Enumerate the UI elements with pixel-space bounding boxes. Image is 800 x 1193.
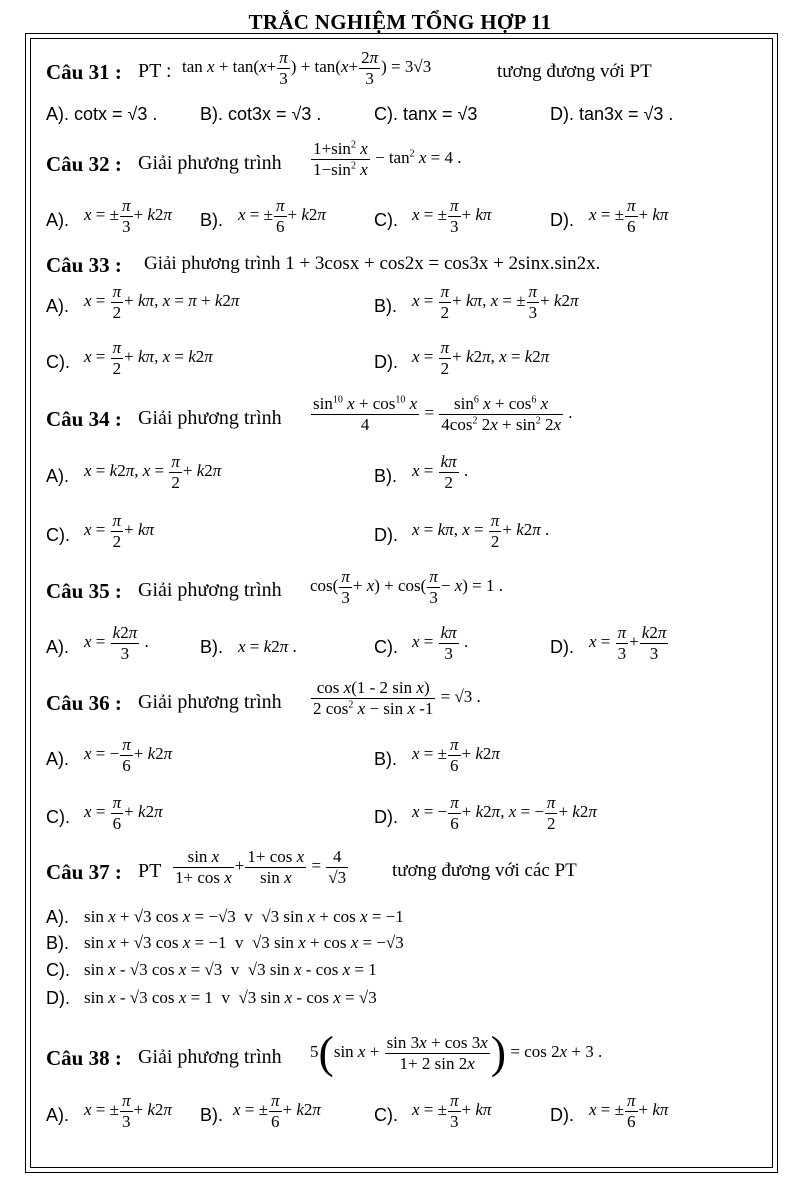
option-c-label: C). xyxy=(374,1105,398,1125)
option-b-label: B). xyxy=(374,296,398,316)
option-a-formula: x = $\frac{k2\pi}{3}$ . xyxy=(84,623,149,663)
question-text: Giải phương trình xyxy=(138,691,282,713)
option-c-formula: sin x - √3 cos x = √3 v √3 sin x - cos x = 1 xyxy=(84,960,377,979)
question-suffix: tương đương với PT xyxy=(497,61,652,82)
question-equation: 5(sin x + $\frac{\sin 3x + \cos 3x}{1+ 2 \sin 2x}$ ) = cos 2x + 3 . xyxy=(310,1026,603,1078)
option-a-label: A). xyxy=(46,210,70,230)
option-a-label: A). xyxy=(46,1105,70,1125)
option-d-label: D). xyxy=(374,525,398,545)
question-equation: $\frac{\text{sin x}}{\text{1+ cos x}}$ + $\frac{\text{1+ cos x}}{\text{sin x}}$ = $\frac{4}{√3}$ xyxy=(175,847,347,887)
or-word: v xyxy=(234,933,244,952)
option-c-formula: x = $\frac{\pi}{6}$ + k2π xyxy=(84,793,163,833)
option-a-formula: x = ± $\frac{\pi}{3}$ + k2π xyxy=(84,196,172,236)
or-word: v xyxy=(221,988,230,1007)
question-equation: tan x + tan(x+ $\frac{\pi}{3}$ ) + tan(x+ $\frac{2\pi}{3}$ ) = 3√3 xyxy=(182,48,432,88)
option-a: A). cotx = √3 . xyxy=(46,104,158,124)
option-a-label: A). xyxy=(46,907,70,927)
option-c: C). tanx = √3 xyxy=(374,104,478,124)
answer-row xyxy=(0,791,800,841)
answer-row xyxy=(0,1089,800,1139)
option-a-formula: x = $\frac{\pi}{2}$ + kπ, x = π + k2π xyxy=(84,282,240,322)
option-b-label: B). xyxy=(200,1105,224,1125)
question-equation: $\frac{1+\sin^2 x}{1-\sin^2 x}$ − $\tan^2 x = 4$ . xyxy=(313,139,462,179)
option-b-label: B). xyxy=(374,466,398,486)
option-a-formula: x = ± $\frac{\pi}{3}$ + k2π xyxy=(84,1091,172,1131)
question-label: Câu 38 : xyxy=(46,1046,122,1070)
option-b-formula: x = $\frac{\pi}{2}$ + kπ, x = ± $\frac{\pi}{3}$ + k2π xyxy=(412,282,579,322)
option-b-formula: x = ± $\frac{\pi}{6}$ + k2π xyxy=(233,1091,321,1131)
question-prefix: PT : xyxy=(138,60,172,82)
question-36 xyxy=(0,677,800,727)
answer-row xyxy=(0,194,800,244)
option-c-formula: x = ± $\frac{\pi}{3}$ + kπ xyxy=(412,1091,492,1131)
question-label: Câu 35 : xyxy=(46,579,122,603)
question-equation: cos( $\frac{\pi}{3}$ + x) + cos( $\frac{\pi}{3}$ − x) = 1 . xyxy=(310,567,503,607)
option-d-label: D). xyxy=(374,352,398,372)
option-a-formula: x = k2π, x = $\frac{\pi}{2}$ + k2π xyxy=(84,452,222,492)
question-32 xyxy=(0,138,800,188)
option-b-label: B). xyxy=(374,749,398,769)
option-d-label: D). xyxy=(374,807,398,827)
option-d-formula: x = $\frac{\pi}{3}$ + $\frac{k2\pi}{3}$ xyxy=(589,623,667,663)
question-label: Câu 36 : xyxy=(46,691,122,715)
answer-row xyxy=(0,950,800,978)
option-c-formula: x = ± $\frac{\pi}{3}$ + kπ xyxy=(412,196,492,236)
question-text: Giải phương trình xyxy=(138,407,282,429)
answer-row xyxy=(0,450,800,500)
question-text: Giải phương trình xyxy=(138,579,282,601)
question-35 xyxy=(0,565,800,615)
option-c-label: C). xyxy=(46,960,70,980)
option-a-label: A). xyxy=(46,296,70,316)
answer-row xyxy=(0,897,800,925)
answer-row xyxy=(0,509,800,559)
question-equation: $\frac{\sin^{10} x + \cos^{10} x}{4}$ = $\frac{\sin^6 x + \cos^6 x}{4\cos^2 2x + \sin^2 2x}$ . xyxy=(313,394,573,434)
answer-row xyxy=(0,978,800,1006)
answer-row xyxy=(0,92,800,142)
question-equation: $\frac{\text{cos x(1 - 2 sin x)}}{2 \cos^2 x - \sin x -1}$ = √3 . xyxy=(313,678,481,718)
option-d-formula: x = $\frac{\pi}{2}$ + k2π, x = k2π xyxy=(412,338,550,378)
option-d-label: D). xyxy=(550,1105,574,1125)
option-c-label: C). xyxy=(46,352,70,372)
option-c-label: C). xyxy=(374,637,398,657)
option-a-formula: x = − $\frac{\pi}{6}$ + k2π xyxy=(84,735,173,775)
option-c-formula: x = $\frac{\pi}{2}$ + kπ, x = k2π xyxy=(84,338,213,378)
question-label: Câu 31 : xyxy=(46,60,122,84)
option-d-label: D). xyxy=(550,210,574,230)
option-d-label: D). xyxy=(46,988,70,1008)
option-c-formula: x = $\frac{\pi}{2}$ + kπ xyxy=(84,511,155,551)
question-37 xyxy=(0,846,800,896)
option-d: D). tan3x = √3 . xyxy=(550,104,674,124)
option-c-label: C). xyxy=(46,525,70,545)
option-a-label: A). xyxy=(46,637,70,657)
option-b: B). cot3x = √3 . xyxy=(200,104,322,124)
question-label: Câu 33 : xyxy=(46,253,122,277)
option-c-label: C). xyxy=(46,807,70,827)
question-suffix: tương đương với các PT xyxy=(392,860,577,881)
option-d-formula: x = ± $\frac{\pi}{6}$ + kπ xyxy=(589,1091,669,1131)
answer-row xyxy=(0,733,800,783)
option-a-label: A). xyxy=(46,466,70,486)
question-label: Câu 32 : xyxy=(46,152,122,176)
option-d-formula: sin x - √3 cos x = 1 v √3 sin x - cos x = √3 xyxy=(84,988,377,1007)
option-b-formula: x = ± $\frac{\pi}{6}$ + k2π xyxy=(238,196,326,236)
option-d-label: D). xyxy=(550,637,574,657)
answer-row xyxy=(0,621,800,671)
question-31 xyxy=(0,46,800,96)
option-b-label: B). xyxy=(200,210,224,230)
page-title: TRẮC NGHIỆM TỔNG HỢP 11 xyxy=(248,10,552,34)
option-b-label: B). xyxy=(46,933,70,953)
option-b-formula: x = ± $\frac{\pi}{6}$ + k2π xyxy=(412,735,500,775)
question-34 xyxy=(0,393,800,443)
option-d-formula: x = ± $\frac{\pi}{6}$ + kπ xyxy=(589,196,669,236)
option-a-label: A). xyxy=(46,749,70,769)
question-38 xyxy=(0,1026,800,1083)
question-text: Giải phương trình xyxy=(138,1046,282,1068)
option-b-formula: x = $\frac{k\pi}{2}$ . xyxy=(412,452,469,492)
answer-row xyxy=(0,923,800,951)
or-word: v xyxy=(244,907,253,926)
question-label: Câu 37 : xyxy=(46,860,122,884)
option-c-formula: x = $\frac{k\pi}{3}$ . xyxy=(412,623,469,663)
question-label: Câu 34 : xyxy=(46,407,122,431)
option-b-label: B). xyxy=(200,637,224,657)
question-text: Giải phương trình 1 + 3cosx + cos2x = cos3x + 2sinx.sin2x. xyxy=(144,253,601,274)
or-word: v xyxy=(230,960,240,979)
option-b-formula: sin x + √3 cos x = −1 v √3 sin x + cos x = −√3 xyxy=(84,933,404,952)
option-a-formula: sin x + √3 cos x = −√3 v √3 sin x + cos x = −1 xyxy=(84,907,404,926)
option-d-formula: x = kπ, x = $\frac{\pi}{2}$ + k2π . xyxy=(412,511,550,551)
question-text: Giải phương trình xyxy=(138,152,282,174)
option-d-formula: x = − $\frac{\pi}{6}$ + k2π, x = − $\frac{\pi}{2}$ + k2π xyxy=(412,793,597,833)
option-b-formula: x = k2π . xyxy=(238,637,297,656)
option-c-label: C). xyxy=(374,210,398,230)
answer-row xyxy=(0,280,800,330)
answer-row xyxy=(0,336,800,386)
question-prefix: PT xyxy=(138,860,162,882)
